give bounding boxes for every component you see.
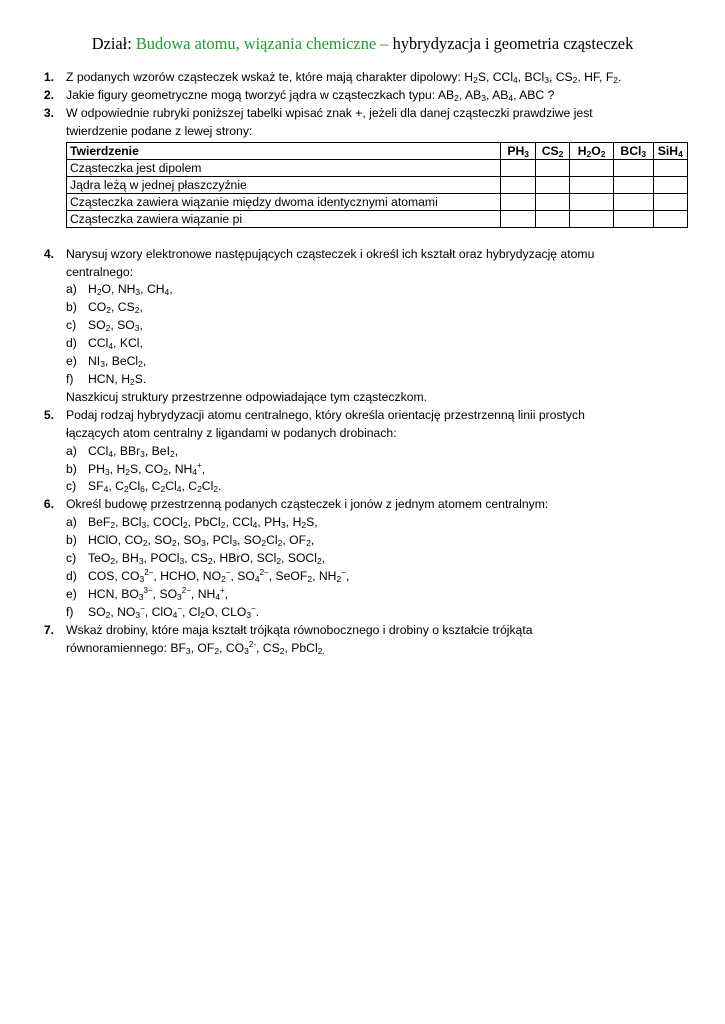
- table-header-h2o2: $H_2O_2$: [570, 142, 614, 159]
- page-title: [0, 34, 725, 54]
- table-cell[interactable]: [653, 176, 687, 193]
- list-item-e: e) HCN, $BO_3^{3-}$, $SO_3^{2-}$, $NH_4^+$,: [66, 585, 229, 602]
- table-row-statement: Cząsteczka jest dipolem: [67, 159, 501, 176]
- table-cell[interactable]: [613, 159, 653, 176]
- title-subtopic: hybrydyzacja i geometria cząsteczek: [388, 34, 634, 53]
- question-text: Z podanych wzorów cząsteczek wskaż te, które mają charakter dipolowy: $H_2S$, CCl$_4$, BCl$_3$, $CS_2$, HF, $F_2$.: [66, 70, 622, 85]
- list-item-c: c) $SO_2$, $SO_3$,: [66, 318, 143, 334]
- table-cell[interactable]: [570, 176, 614, 193]
- question-number: 7.: [43, 622, 54, 637]
- table-header-bcl3: BCl$_3$: [613, 142, 653, 159]
- list-item-c: c) $SF_4$, $C_2Cl_6$, $C_2Cl_4$, $C_2Cl_2$.: [66, 479, 222, 495]
- table-header-sih4: SiH$_4$: [653, 142, 687, 159]
- table-header-row: [67, 142, 688, 159]
- question-7: [30, 622, 680, 658]
- table-row: [67, 159, 688, 176]
- table-row: [67, 193, 688, 210]
- list-item-f: f) HCN, $H_2S$.: [66, 371, 147, 387]
- question-list: [30, 69, 683, 657]
- table-cell[interactable]: [570, 193, 614, 210]
- table-cell[interactable]: [501, 193, 535, 210]
- table-cell[interactable]: [613, 210, 653, 227]
- table-header-cs2: $CS_2$: [535, 142, 569, 159]
- table-cell[interactable]: [570, 159, 614, 176]
- table-cell[interactable]: [570, 210, 614, 227]
- table-row: [67, 210, 688, 227]
- question-note: Naszkicuj struktury przestrzenne odpowiadające tym cząsteczkom.: [66, 389, 428, 404]
- table-row-statement: Jądra leżą w jednej płaszczyźnie: [67, 176, 501, 193]
- question-6: [30, 496, 680, 621]
- table-cell[interactable]: [501, 159, 535, 176]
- table-row: [67, 176, 688, 193]
- question-4: [30, 246, 680, 407]
- question-number: 6.: [43, 497, 54, 512]
- list-item-c: c) TeO$_2$, $BH_3$, POCl$_3$, $CS_2$, HBrO, SCl$_2$, SOCl$_2$,: [66, 551, 326, 567]
- table-cell[interactable]: [501, 210, 535, 227]
- list-item-f: f) $SO_2$, $NO_3^-$, ClO$_4$−, $Cl_2O$, $CLO_3^-$.: [66, 603, 260, 620]
- list-item-b: b) $PH_3$, $H_2S$, $CO_2$, $NH_4^+$,: [66, 460, 206, 477]
- question-text: Wskaż drobiny, które maja kształt trójkąta równobocznego i drobiny o kształcie trójkąta: [66, 622, 533, 637]
- table-cell[interactable]: [535, 193, 569, 210]
- question-3: [30, 105, 683, 228]
- table-cell[interactable]: [653, 159, 687, 176]
- list-item-d: d) COS, $CO_3^{2-}$, HCHO, $NO_2^-$, $SO_4^{2-}$, SeOF$_2$, $NH_2^-$,: [66, 567, 350, 584]
- question-2: [30, 87, 680, 105]
- question-text: Określ budowę przestrzenną podanych cząsteczek i jonów z jednym atomem centralnym:: [66, 497, 549, 512]
- table-row-statement: Cząsteczka zawiera wiązanie między dwoma identycznymi atomami: [67, 193, 501, 210]
- question-text: W odpowiednie rubryki poniższej tabelki wpisać znak +, jeżeli dla danej cząsteczki prawdziwe jest: [66, 105, 593, 120]
- list-item-b: b) HClO, $CO_2$, $SO_2$, $SO_3$, PCl$_3$, $SO_2Cl_2$, $OF_2$,: [66, 533, 315, 549]
- question-1: [30, 69, 680, 87]
- question-number: 4.: [43, 246, 54, 261]
- question-text: Narysuj wzory elektronowe następujących cząsteczek i określ ich kształt oraz hybrydyzację atomu: [66, 246, 595, 261]
- list-item-a: a) $H_2O$, $NH_3$, $CH_4$,: [66, 282, 173, 298]
- list-item-b: b) $CO_2$, $CS_2$,: [66, 300, 143, 316]
- spacer: [30, 228, 680, 246]
- table-cell[interactable]: [535, 210, 569, 227]
- question-text-continued: równoramiennego: $BF_3$, $OF_2$, $CO_3^{2-}$, $CS_2$, PbCl$_{2.}$: [66, 639, 325, 656]
- table-header-statement: Twierdzenie: [67, 142, 501, 159]
- list-item-e: e) $NI_3$, BeCl$_2$,: [66, 354, 147, 370]
- statements-table: [66, 142, 688, 228]
- question-number: 2.: [43, 87, 54, 102]
- table-cell[interactable]: [653, 193, 687, 210]
- table-cell[interactable]: [535, 159, 569, 176]
- table-row-statement: Cząsteczka zawiera wiązanie pi: [67, 210, 501, 227]
- table-cell[interactable]: [653, 210, 687, 227]
- question-text-continued: twierdzenie podane z lewej strony:: [66, 123, 253, 138]
- list-item-a: a) CCl$_4$, BBr$_3$, BeI$_2$,: [66, 443, 179, 459]
- question-text-continued: centralnego:: [66, 264, 134, 279]
- table-cell[interactable]: [613, 176, 653, 193]
- question-number: 5.: [43, 407, 54, 422]
- title-prefix: Dział:: [91, 34, 136, 53]
- table-cell[interactable]: [613, 193, 653, 210]
- question-number: 1.: [43, 70, 54, 84]
- question-text: Jakie figury geometryczne mogą tworzyć jądra w cząsteczkach typu: $AB_2$, $AB_3$, $AB_4$, ABC ?: [66, 87, 555, 103]
- question-number: 3.: [43, 105, 54, 120]
- question-5: [30, 407, 680, 497]
- table-header-ph3: $PH_3$: [501, 142, 535, 159]
- table-cell[interactable]: [501, 176, 535, 193]
- title-topic: Budowa atomu, wiązania chemiczne –: [135, 34, 389, 53]
- question-text: Podaj rodzaj hybrydyzacji atomu centralnego, który określa orientację przestrzenną linii prostych: [66, 407, 585, 422]
- list-item-d: d) CCl$_4$, KCl,: [66, 336, 143, 352]
- question-text-continued: łączących atom centralny z ligandami w podanych drobinach:: [66, 425, 397, 440]
- table-cell[interactable]: [535, 176, 569, 193]
- list-item-a: a) BeF$_2$, BCl$_3$, COCl$_2$, PbCl$_2$, CCl$_4$, $PH_3$, $H_2S$,: [66, 515, 318, 531]
